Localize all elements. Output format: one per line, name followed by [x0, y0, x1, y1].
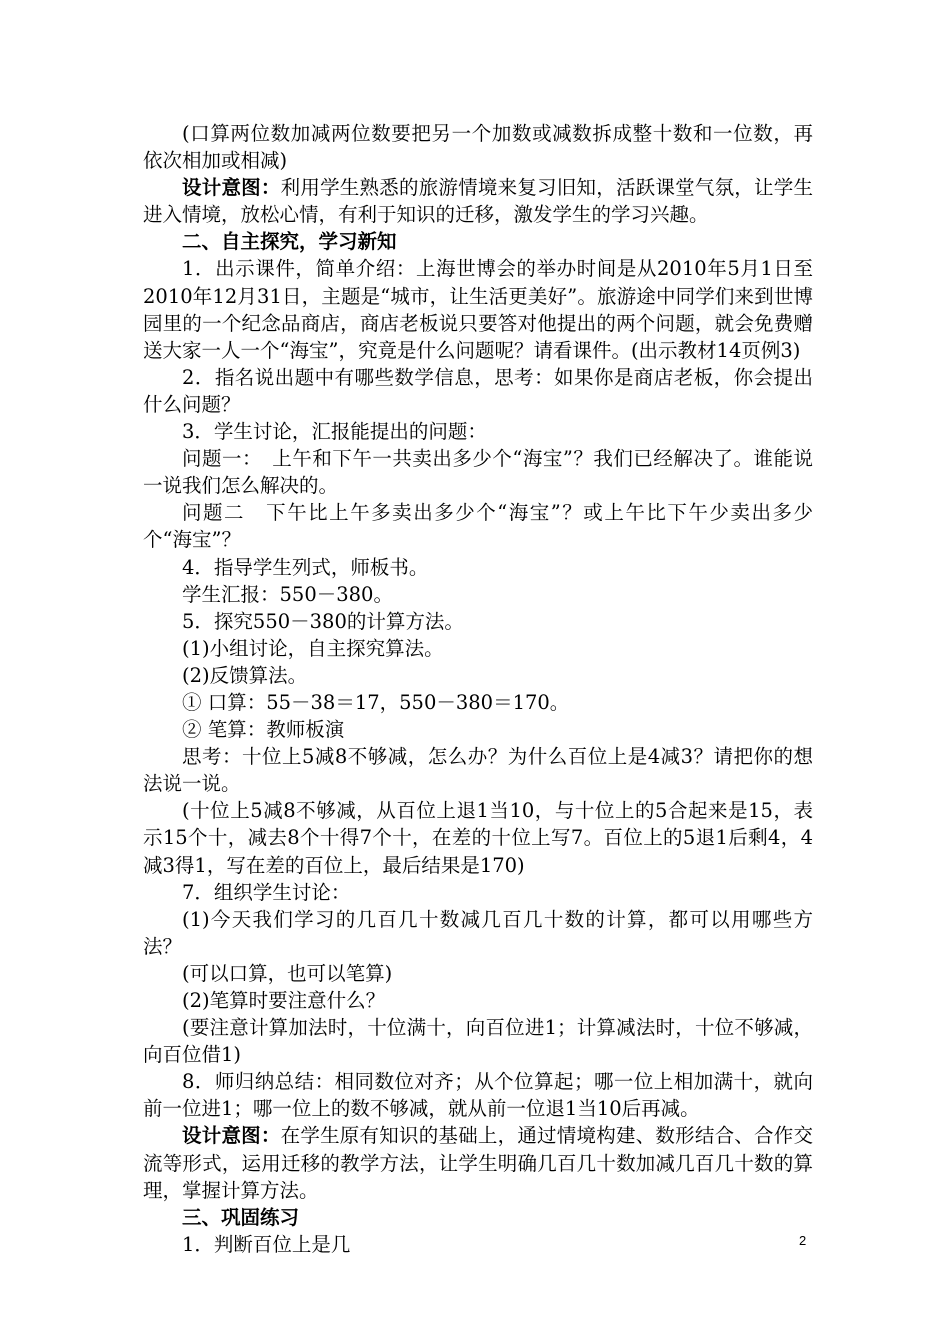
paragraph-feedback: (2)反馈算法。 [182, 663, 308, 687]
section-heading-3: 三、巩固练习 [182, 1205, 300, 1229]
paragraph-question-2: 问题二 下午比上午多卖出多少个“海宝”？或上午比下午少卖出多少个“海宝”？ [143, 501, 813, 552]
paragraph-discussion-a2: (要注意计算加法时，十位满十，向百位进1；计算减法时，十位不够减，向百位借1) [143, 1016, 813, 1067]
section-heading-2: 二、自主探究，学习新知 [182, 230, 397, 254]
document-body [143, 120, 813, 1258]
paragraph-discussion-a1: (可以口算，也可以笔算) [182, 961, 393, 985]
paragraph-oral-calc-note: (口算两位数加减两位数要把另一个加数或减数拆成整十数和一位数，再依次相加或相减) [143, 122, 813, 173]
paragraph-discussion-q1: (1)今天我们学习的几百几十数减几百几十数的计算，都可以用哪些方法？ [143, 907, 813, 958]
design-intent-label: 设计意图： [182, 176, 281, 200]
paragraph-step-7: 7．组织学生讨论： [182, 880, 351, 904]
paragraph-step-5: 5．探究550－380的计算方法。 [182, 609, 464, 633]
paragraph-discussion-q2: (2)笔算时要注意什么？ [182, 989, 386, 1012]
paragraph-question-1: 问题一： 上午和下午一共卖出多少个“海宝”？我们已经解决了。谁能说一说我们怎么解决的。 [143, 447, 813, 498]
paragraph-oral-calc: ① 口算：55－38＝17，550－380＝170。 [182, 690, 570, 714]
paragraph-group-discussion: (1)小组讨论，自主探究算法。 [182, 636, 444, 660]
paragraph-student-report: 学生汇报：550－380。 [182, 582, 393, 606]
paragraph-design-intent-1: 设计意图：利用学生熟悉的旅游情境来复习旧知，活跃课堂气氛，让学生进入情境，放松心情，有利于知识的迁移，激发学生的学习兴趣。 [143, 176, 813, 227]
paragraph-exercise-1: 1．判断百位上是几 [182, 1232, 351, 1256]
paragraph-written-calc: ② 笔算：教师板演 [182, 718, 345, 742]
paragraph-step-4: 4．指导学生列式，师板书。 [182, 555, 429, 579]
paragraph-step-3: 3．学生讨论，汇报能提出的问题： [182, 420, 487, 444]
paragraph-think: 思考：十位上5减8不够减，怎么办？为什么百位上是4减3？请把你的想法说一说。 [143, 745, 813, 796]
paragraph-step-2: 2．指名说出题中有哪些数学信息，思考：如果你是商店老板，你会提出什么问题？ [143, 365, 813, 416]
page-number: 2 [799, 1233, 807, 1248]
paragraph-explanation: (十位上5减8不够减，从百位上退1当10，与十位上的5合起来是15，表示15个十，减去8个十得7个十，在差的十位上写7。百位上的5退1后剩4，4减3得1，写在差的百位上，最后结果是170) [143, 799, 813, 877]
paragraph-step-8: 8．师归纳总结：相同数位对齐；从个位算起；哪一位上相加满十，就向前一位进1；哪一位上的数不够减，就从前一位退1当10后再减。 [143, 1070, 813, 1121]
paragraph-step-1: 1．出示课件，简单介绍：上海世博会的举办时间是从2010年5月1日至2010年12月31日，主题是“城市，让生活更美好”。旅游途中同学们来到世博园里的一个纪念品商店，商店老板说只要答对他提出的两个问题，就会免费赠送大家一人一个“海宝”，究竟是什么问题呢？请看课件。(出示教材14页例3) [143, 257, 813, 362]
design-intent-label: 设计意图： [182, 1124, 281, 1148]
paragraph-design-intent-2: 设计意图：在学生原有知识的基础上，通过情境构建、数形结合、合作交流等形式，运用迁移的教学方法，让学生明确几百几十数加减几百几十数的算理，掌握计算方法。 [143, 1124, 813, 1202]
